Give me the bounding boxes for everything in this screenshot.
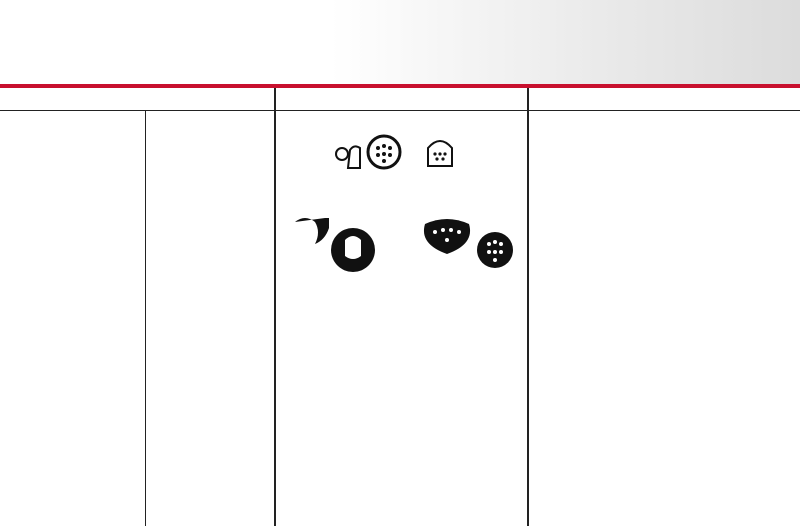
header [0,0,800,84]
open-barrel-divider [145,110,146,526]
crimp-icons-svg [280,114,520,194]
crimp-type-icons [280,114,520,194]
header-gradient-band [330,0,800,84]
divider-right [527,88,529,526]
closed-crimp-icons [285,210,517,280]
divider-left [274,88,276,526]
section-rule [0,110,800,111]
closed-crimp-svg [285,210,517,280]
header-red-rule [0,84,800,88]
